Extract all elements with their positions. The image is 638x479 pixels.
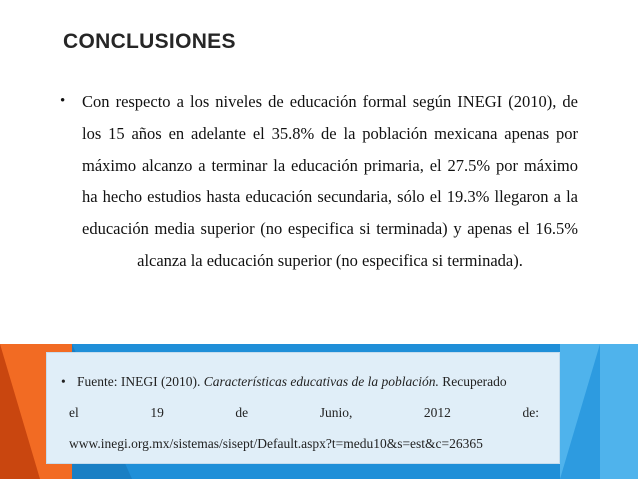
source-date-word: 19 (150, 405, 164, 420)
source-bullet-icon: • (61, 374, 66, 389)
source-title: Características educativas de la población. (203, 374, 439, 389)
source-url-link[interactable]: www.inegi.org.mx/sistemas/sisept/Default.aspx?t=medu10&s=est&c=26365 (69, 436, 483, 451)
source-line-1 (61, 366, 543, 397)
slide-title: CONCLUSIONES (63, 30, 236, 53)
body-text-block (60, 86, 578, 277)
source-date-word: de (235, 405, 249, 420)
source-line-2 (61, 397, 539, 428)
source-citation-box (47, 353, 559, 463)
bullet-item (60, 86, 578, 277)
source-suffix: Recuperado (442, 374, 507, 389)
bullet-icon: • (60, 93, 66, 109)
source-date-word: el (69, 405, 79, 420)
source-date-word: 2012 (423, 405, 451, 420)
source-date-word: de: (522, 405, 539, 420)
bullet-text: Con respecto a los niveles de educación formal según INEGI (2010), de los 15 años en adelante el 35.8% de la población mexicana apenas por máximo alcanzo a terminar la educación primaria, el 27.5% por máximo ha hecho estudios hasta educación secundaria, sólo el 19.3% llegaron a la educación media superior (no especifica si terminada) y apenas el 16.5% alcanza la educación superior (no especifica si terminada). (82, 92, 578, 270)
source-prefix: Fuente: INEGI (2010). (77, 374, 201, 389)
decorative-triangle-left (0, 344, 40, 479)
source-date-word: Junio, (319, 405, 353, 420)
decorative-triangle-right (560, 344, 600, 479)
